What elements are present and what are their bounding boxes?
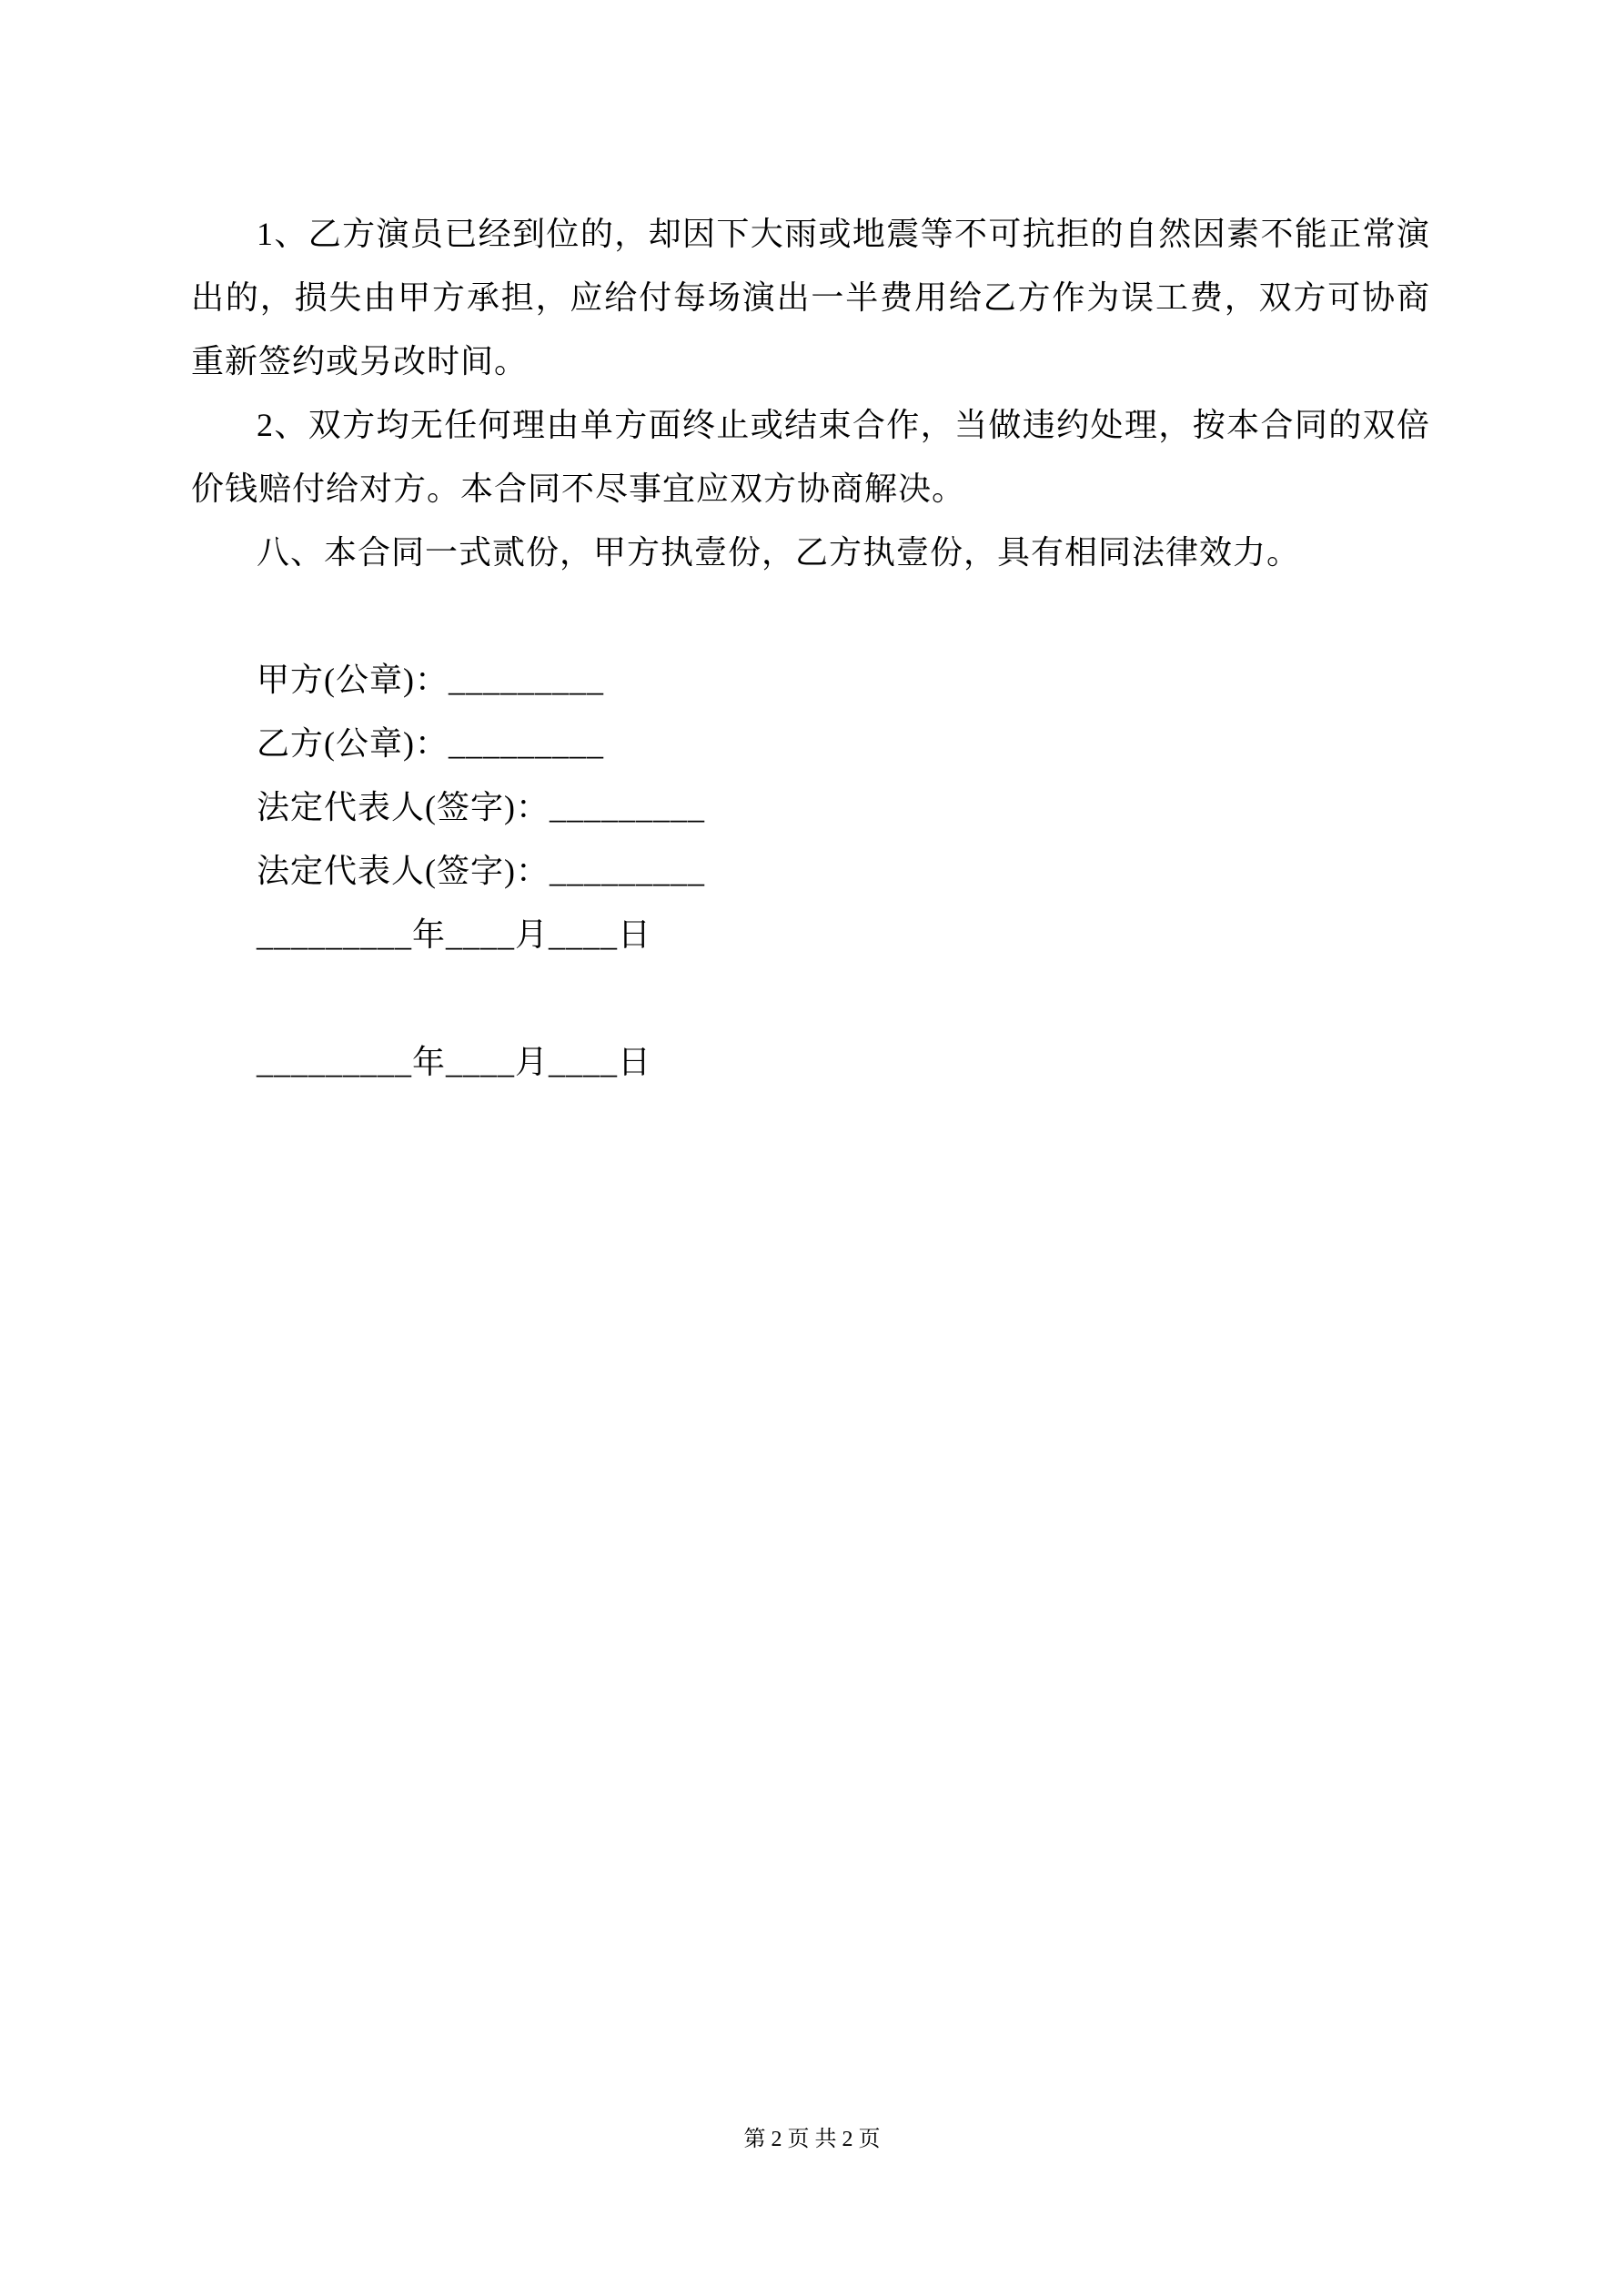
legal-representative-a-signature-line: 法定代表人(签字)：_________ [257,789,705,825]
date-line-party-b: _________年____月____日 [257,1044,651,1080]
page-number-footer: 第 2 页 共 2 页 [743,2128,881,2151]
contract-clause-force-majeure: 1、乙方演员已经到位的，却因下大雨或地震等不可抗拒的自然因素不能正常演出的，损失由甲方承担，应给付每场演出一半费用给乙方作为误工费，双方可协商重新签约或另改时间。 [191,216,1430,379]
party-a-seal-line: 甲方(公章)：_________ [257,662,604,698]
signature-block [191,648,1430,1094]
contract-content [191,202,1430,1094]
party-b-seal-line: 乙方(公章)：_________ [257,725,604,762]
legal-representative-b-signature-line: 法定代表人(签字)：_________ [257,853,705,889]
date-line-party-a: _________年____月____日 [257,916,651,953]
contract-clause-breach: 2、双方均无任何理由单方面终止或结束合作，当做违约处理，按本合同的双倍价钱赔付给对方。本合同不尽事宜应双方协商解决。 [191,407,1430,507]
contract-clause-copies: 八、本合同一式贰份，甲方执壹份，乙方执壹份，具有相同法律效力。 [257,534,1301,571]
